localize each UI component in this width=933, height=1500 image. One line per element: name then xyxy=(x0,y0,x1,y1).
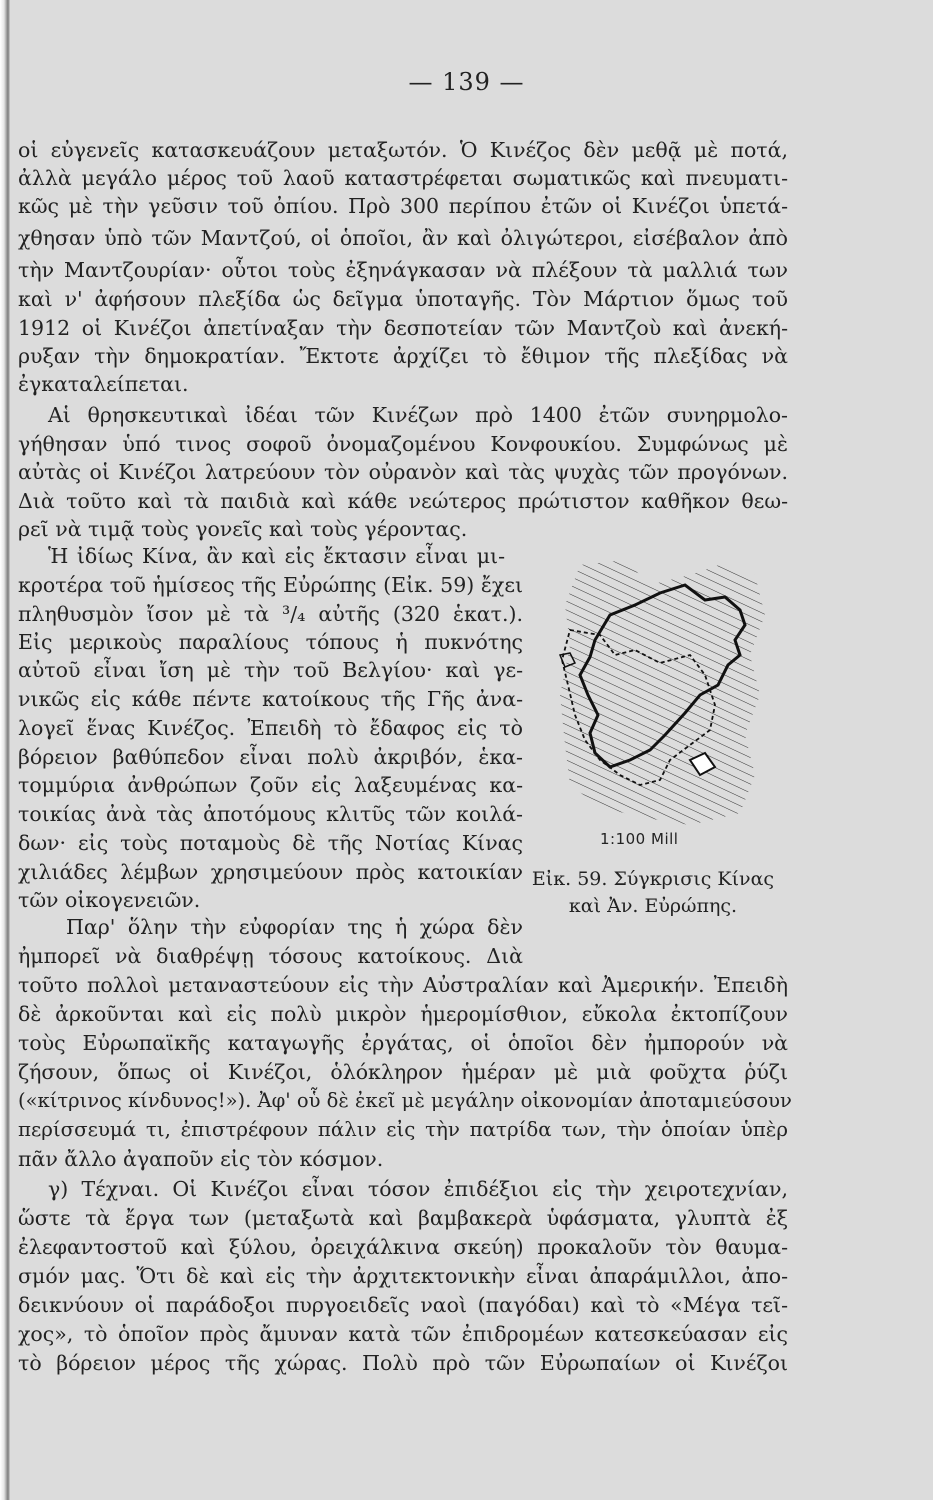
text-line-2: ἀλλὰ μεγάλο μέρος τοῦ λαοῦ καταστρέφεται σωματικῶς καὶ πνευματι- xyxy=(18,166,788,190)
text-line-25: δων· εἰς τοὺς ποταμοὺς δὲ τῆς Νοτίας Κίνας xyxy=(18,831,523,855)
text-line-10: Αἱ θρησκευτικαὶ ἰδέαι τῶν Κινέζων πρὸ 1400 ἐτῶν συνηρμολο- xyxy=(48,403,788,427)
text-line-33: ζήσουν, ὅπως οἱ Κινέζοι, ὁλόκληρον ἡμέραν μὲ μιὰ φοῦχτα ῥύζι xyxy=(18,1060,788,1084)
text-line-28: Παρ' ὅλην τὴν εὐφορίαν της ἡ χώρα δὲν xyxy=(66,915,523,939)
text-line-23: τομμύρια ἀνθρώπων ζοῦν εἰς λαξευμένας κα- xyxy=(18,773,523,797)
text-line-4: χθησαν ὑπὸ τῶν Μαντζού, οἱ ὁποῖοι, ἂν καὶ ὀλιγώτεροι, εἰσέβαλον ἀπὸ xyxy=(18,226,788,250)
text-line-30: τοῦτο πολλοὶ μεταναστεύουν εἰς τὴν Αὐστραλίαν καὶ Ἀμερικήν. Ἐπειδὴ xyxy=(18,973,788,997)
text-line-37: γ) Τέχναι. Οἱ Κινέζοι εἶναι τόσον ἐπιδέξιοι εἰς τὴν χειροτεχνίαν, xyxy=(48,1177,788,1201)
text-line-42: χος», τὸ ὁποῖον πρὸς ἄμυναν κατὰ τῶν ἐπιδρομέων κατεσκεύασαν εἰς xyxy=(18,1322,788,1346)
text-line-24: τοικίας ἀνὰ τὰς ἀποτόμους κλιτῦς τῶν κοιλά- xyxy=(18,802,523,826)
text-line-13: Διὰ τοῦτο καὶ τὰ παιδιὰ καὶ κάθε νεώτερος πρώτιστον καθῆκον θεω- xyxy=(18,489,788,513)
text-line-29: ἠμπορεῖ νὰ διαθρέψῃ τόσους κατοίκους. Διὰ xyxy=(18,944,523,968)
text-line-27: τῶν οἰκογενειῶν. xyxy=(18,888,201,912)
text-line-35: περίσσευμά τι, ἐπιστρέφουν πάλιν εἰς τὴν πατρίδα των, τὴν ὁποίαν ὑπὲρ xyxy=(18,1118,788,1141)
text-line-20: νικῶς εἰς κάθε πέντε κατοίκους τῆς Γῆς ἀνα- xyxy=(18,687,523,711)
text-line-39: ἐλεφαντοστοῦ καὶ ξύλου, ὀρειχάλκινα σκεύη) προκαλοῦν τὸν θαυμα- xyxy=(18,1235,788,1259)
text-line-38: ὥστε τὰ ἔργα των (μεταξωτὰ καὶ βαμβακερὰ ὑφάσματα, γλυπτὰ ἐξ xyxy=(18,1206,788,1230)
text-line-8: ρυξαν τὴν δημοκρατίαν. Ἔκτοτε ἀρχίζει τὸ ἔθιμον τῆς πλεξίδας νὰ xyxy=(18,344,788,368)
text-line-22: βόρειον βαθύπεδον εἶναι πολὺ ἀκριβόν, ἑκα- xyxy=(18,745,523,769)
text-line-9: ἐγκαταλείπεται. xyxy=(18,372,189,396)
text-line-32: τοὺς Εὐρωπαϊκῆς καταγωγῆς ἐργάτας, οἱ ὁποῖοι δὲν ἠμπορούν νὰ xyxy=(18,1031,788,1055)
text-line-14: ρεῖ νὰ τιμᾷ τοὺς γονεῖς καὶ τοὺς γέροντας. xyxy=(18,517,468,541)
text-line-43: τὸ βόρειον μέρος τῆς χώρας. Πολὺ πρὸ τῶν Εὐρωπαίων οἱ Κινέζοι xyxy=(18,1351,788,1375)
text-line-18: Εἰς μερικοὺς παραλίους τόπους ἡ πυκνότης xyxy=(18,630,523,654)
text-line-34: («κίτρινος κίνδυνος!»). Ἀφ' οὗ δὲ ἐκεῖ μὲ μεγάλην οἰκονομίαν ἀποταμιεύσουν xyxy=(18,1089,792,1112)
text-line-16: κροτέρα τοῦ ἡμίσεος τῆς Εὐρώπης (Εἰκ. 59) ἔχει xyxy=(18,573,523,597)
text-line-15: Ἡ ἰδίως Κίνα, ἂν καὶ εἰς ἔκτασιν εἶναι μι- xyxy=(48,544,505,568)
page-number: — 139 — xyxy=(408,68,525,96)
text-line-12: αὐτὰς οἱ Κινέζοι λατρεύουν τὸν οὐρανὸν καὶ τὰς ψυχὰς τῶν προγόνων. xyxy=(18,460,788,484)
text-line-19: αὐτοῦ εἶναι ἴση μὲ τὴν τοῦ Βελγίου· καὶ γε- xyxy=(18,658,523,682)
figure-caption xyxy=(523,866,783,920)
figure-caption-line-1: Εἰκ. 59. Σύγκρισις Κίνας xyxy=(531,868,775,890)
map-scale-label: 1:100 Mill xyxy=(600,830,679,848)
text-line-11: γήθησαν ὑπό τινος σοφοῦ ὀνομαζομένου Κονφουκίου. Συμφώνως μὲ xyxy=(18,432,788,456)
hatched-region xyxy=(540,545,780,830)
text-line-5: τὴν Μαντζουρίαν· οὗτοι τοὺς ἐξηνάγκασαν νὰ πλέξουν τὰ μαλλιά των xyxy=(18,258,788,282)
figure-caption-line-2: καὶ Ἀν. Εὐρώπης. xyxy=(568,895,738,917)
text-line-21: λογεῖ ἕνας Κινέζος. Ἐπειδὴ τὸ ἔδαφος εἰς τὸ xyxy=(18,716,523,740)
text-line-41: δεικνύουν οἱ παράδοξοι πυργοειδεῖς ναοὶ (παγόδαι) καὶ τὸ «Μέγα τεῖ- xyxy=(18,1293,788,1317)
text-line-40: σμόν μας. Ὅτι δὲ καὶ εἰς τὴν ἀρχιτεκτονικὴν εἶναι ἀπαράμιλλοι, ἀπο- xyxy=(18,1264,788,1288)
text-line-7: 1912 οἱ Κινέζοι ἀπετίναξαν τὴν δεσποτείαν τῶν Μαντζοὺ καὶ ἀνεκή- xyxy=(18,316,788,340)
text-line-6: καὶ ν' ἀφήσουν πλεξίδα ὡς δεῖγμα ὑποταγῆς. Τὸν Μάρτιον ὅμως τοῦ xyxy=(18,287,788,311)
text-line-31: δὲ ἀρκοῦνται καὶ εἰς πολὺ μικρὸν ἡμερομίσθιον, εὔκολα ἐκτοπίζουν xyxy=(18,1002,788,1026)
text-line-26: χιλιάδες λέμβων χρησιμεύουν πρὸς κατοικίαν xyxy=(18,860,523,884)
text-line-1: οἱ εὐγενεῖς κατασκευάζουν μεταξωτόν. Ὁ Κινέζος δὲν μεθᾷ μὲ ποτά, xyxy=(18,138,788,162)
text-line-17: πληθυσμὸν ἴσον μὲ τὰ ³/₄ αὐτῆς (320 ἑκατ.). xyxy=(18,602,523,626)
text-line-36: πᾶν ἄλλο ἀγαποῦν εἰς τὸν κόσμον. xyxy=(18,1147,384,1171)
text-line-3: κῶς μὲ τὴν γεῦσιν τοῦ ὀπίου. Πρὸ 300 περίπου ἐτῶν οἱ Κινέζοι ὑπετά- xyxy=(18,194,788,218)
map-figure xyxy=(540,545,780,830)
page-binding-edge xyxy=(0,0,10,1500)
china-europe-comparison-map xyxy=(540,545,780,830)
